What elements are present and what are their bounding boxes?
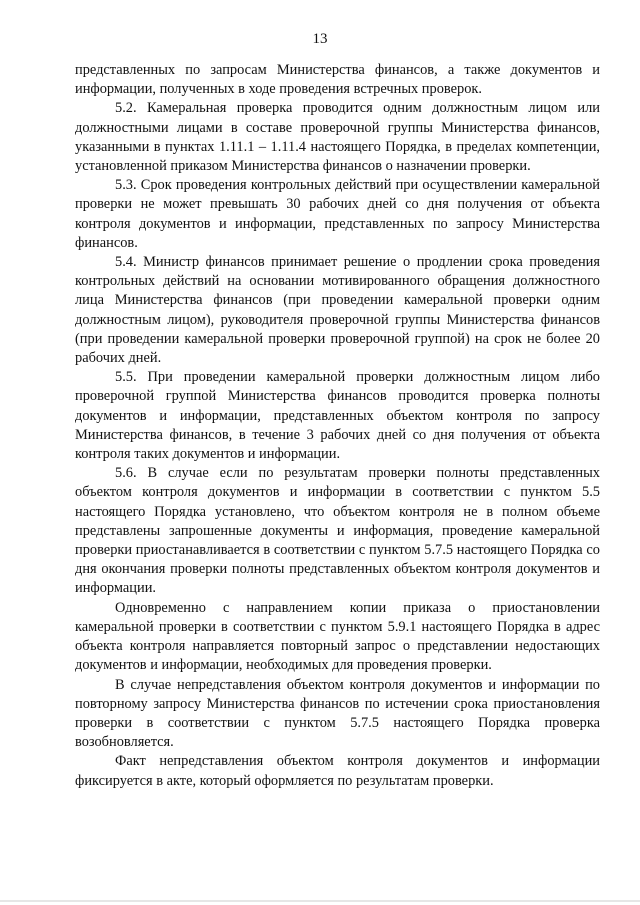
paragraph-5-4: 5.4. Министр финансов принимает решение о продлении срока проведения контрольных действий на основании мотивированного обращения должностного лица Министерства финансов (при проведении камеральной проверки одним должностным лицом), руководителя проверочной группы Министерства финансов (при проведении камеральной проверки проверочной группой) на срок не более 20 рабочих дней. (75, 254, 600, 367)
paragraph-continuation: представленных по запросам Министерства финансов, а также документов и информации, полученных в ходе проведения встречных проверок. (75, 62, 600, 98)
paragraph-5-2: 5.2. Камеральная проверка проводится одним должностным лицом или должностными лицами в составе проверочной группы Министерства финансов, указанными в пунктах 1.11.1 – 1.11.4 настоящего Порядка, в пределах компетенции, установленной приказом Министерства финансов о назначении проверки. (75, 100, 600, 175)
page-bottom-edge (0, 900, 640, 902)
paragraph-simultaneous-request: Одновременно с направлением копии приказа о приостановлении камеральной проверки в соответствии с пунктом 5.9.1 настоящего Порядка в адрес объекта контроля направляется повторный запрос о представлении недостающих документов и информации, необходимых для проведения проверки. (75, 599, 600, 674)
paragraph-5-3: 5.3. Срок проведения контрольных действий при осуществлении камеральной проверки не может превышать 30 рабочих дней со дня получения от объекта контроля документов и информации, представленных по запросу Министерства финансов. (75, 177, 600, 251)
page-number: 13 (312, 31, 328, 47)
paragraph-fact-recorded: Факт непредставления объектом контроля документов и информации фиксируется в акте, который оформляется по результатам проверки. (75, 753, 600, 789)
document-body (75, 61, 600, 791)
paragraph-5-6: 5.6. В случае если по результатам проверки полноты представленных объектом контроля документов и информации в соответствии с пунктом 5.5 настоящего Порядка установлено, что объектом контроля не в полном объеме представлены запрошенные документы и информация, проведение камеральной проверки приостанавливается в соответствии с пунктом 5.7.5 настоящего Порядка со дня окончания проверки полноты представленных объектом контроля документов и информации. (75, 465, 600, 597)
paragraph-5-5: 5.5. При проведении камеральной проверки должностным лицом либо проверочной группой Министерства финансов проводится проверка полноты документов и информации, представленных объектом контроля по запросу Министерства финансов, в течение 3 рабочих дней со дня получения от объекта контроля таких документов и информации. (75, 369, 600, 463)
paragraph-non-submission: В случае непредставления объектом контроля документов и информации по повторному запросу Министерства финансов по истечении срока приостановления проверки в соответствии с пунктом 5.7.5 настоящего Порядка проверка возобновляется. (75, 676, 600, 751)
